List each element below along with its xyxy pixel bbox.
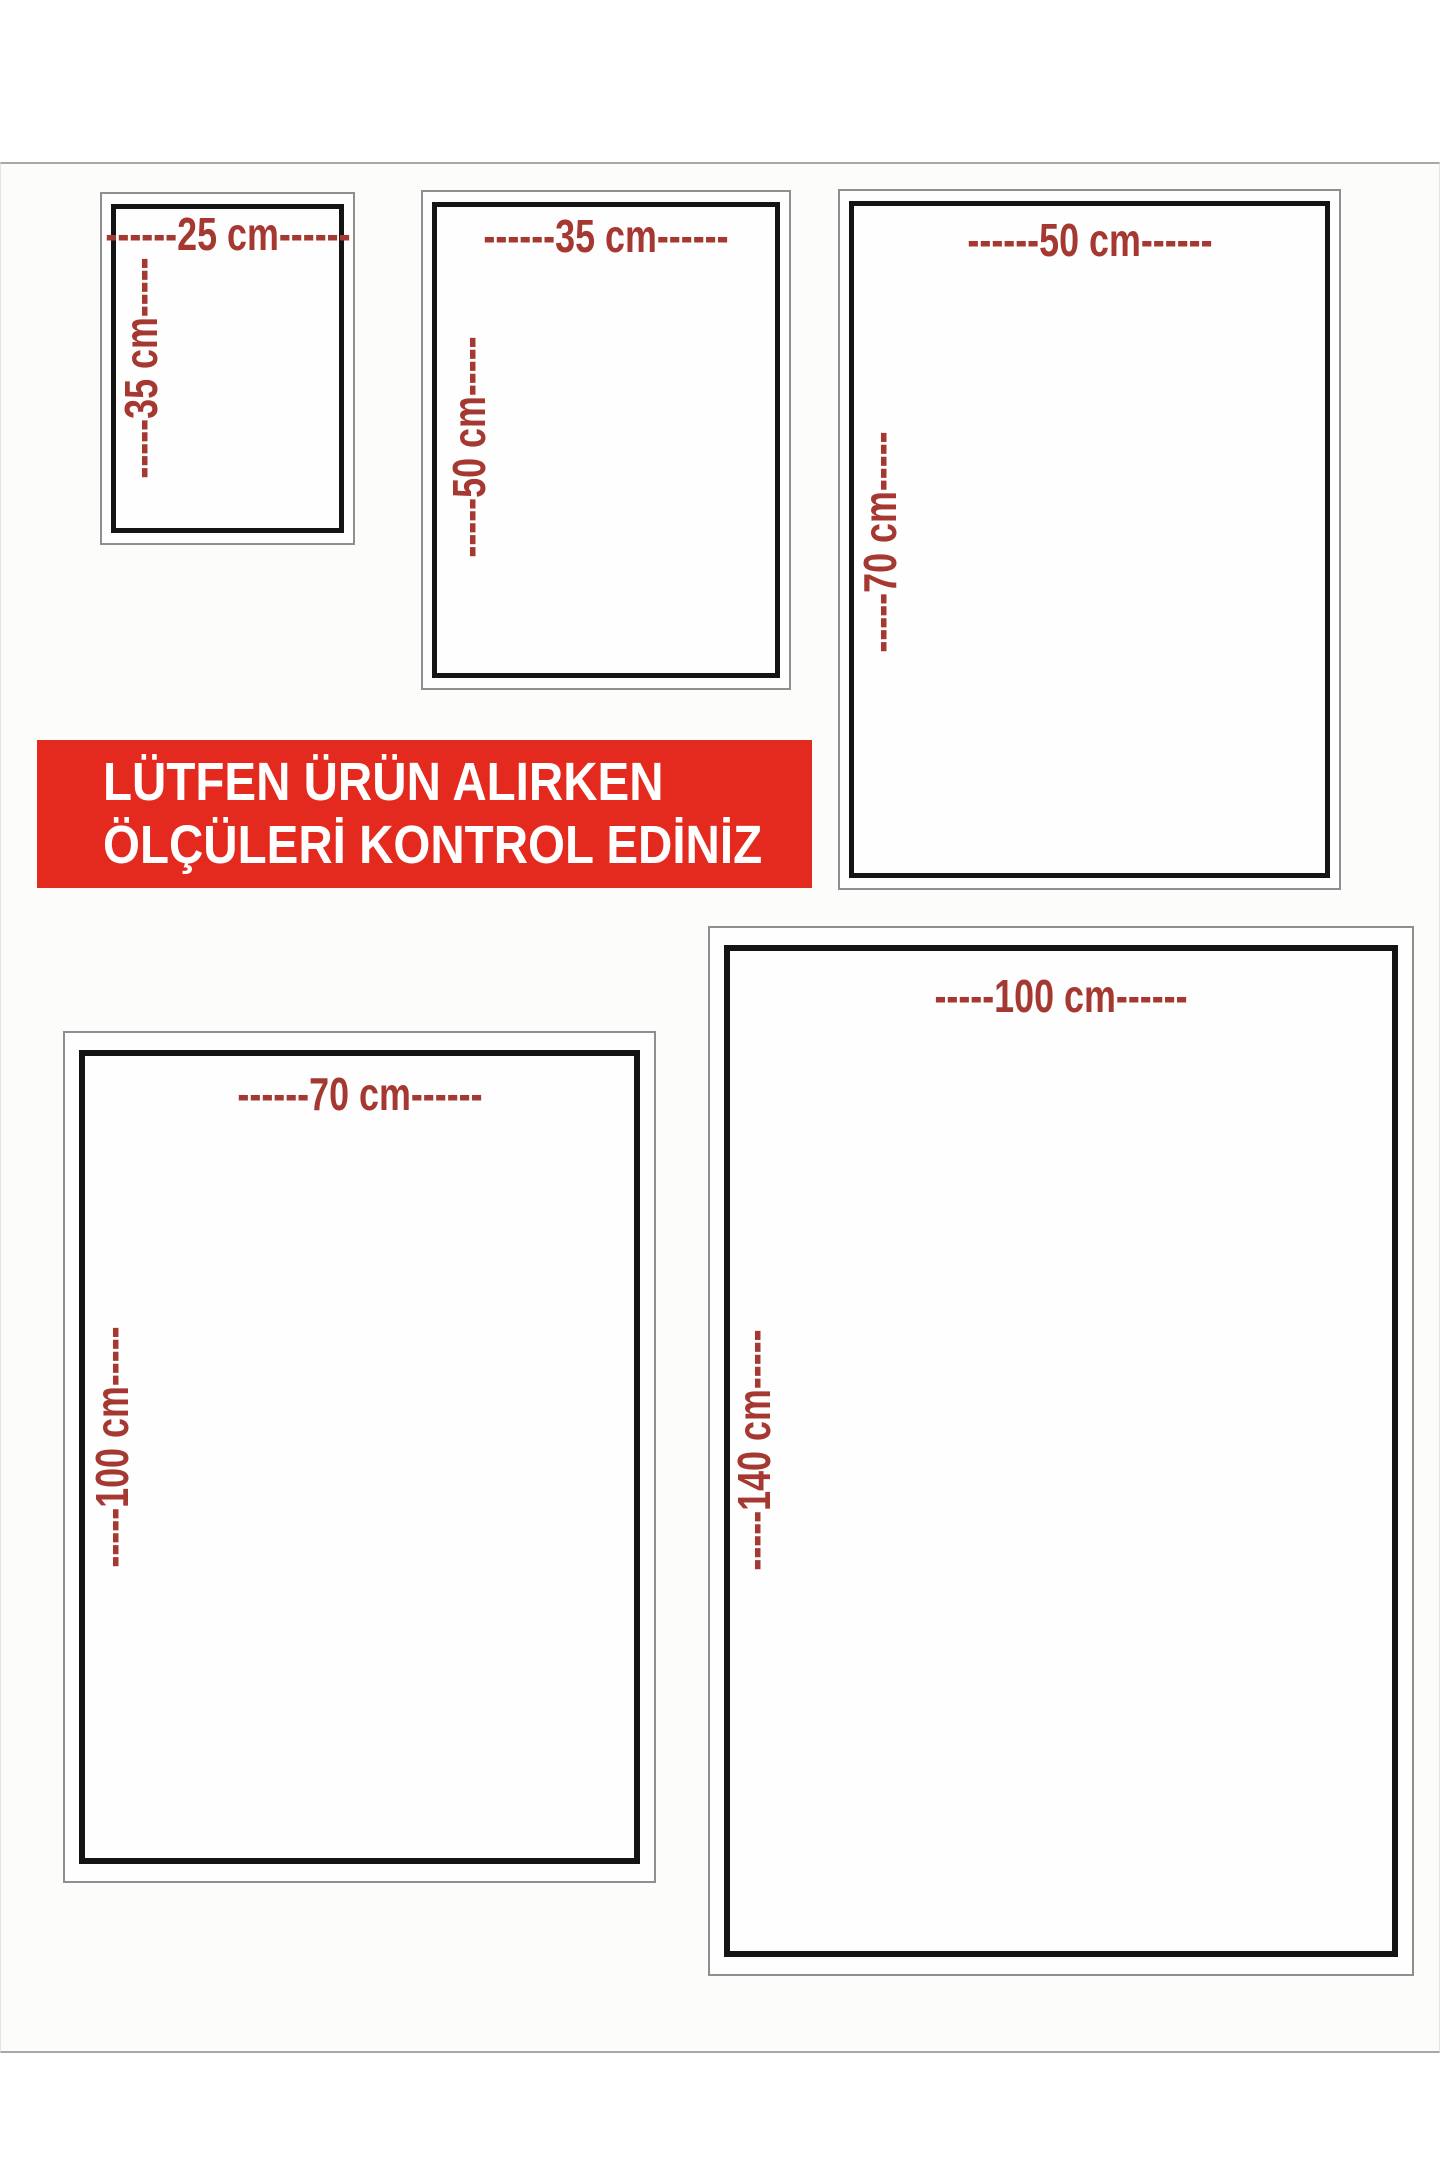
size-box-100x140 — [708, 926, 1414, 1976]
width-dimension-label: ------70 cm------ — [236, 1068, 483, 1120]
size-box-frame — [79, 1050, 640, 1864]
notice-banner — [37, 740, 812, 888]
size-box-25x35 — [100, 192, 355, 545]
size-box-50x70 — [838, 189, 1341, 890]
height-dimension-label: -----35 cm----- — [115, 257, 167, 479]
size-box-35x50 — [421, 190, 791, 690]
width-dimension-label: ------35 cm------ — [483, 210, 729, 262]
height-dimension-label: -----100 cm----- — [86, 1326, 138, 1568]
width-dimension-label: ------25 cm------ — [104, 208, 351, 260]
height-dimension-label: -----140 cm----- — [728, 1329, 780, 1571]
height-dimension-label: -----70 cm----- — [854, 431, 906, 653]
width-dimension-label: ------50 cm------ — [966, 214, 1213, 266]
notice-banner-line2: ÖLÇÜLERİ KONTROL EDİNİZ — [103, 815, 763, 875]
size-box-70x100 — [63, 1031, 656, 1883]
notice-banner-line1: LÜTFEN ÜRÜN ALIRKEN — [103, 752, 664, 812]
size-box-frame — [724, 945, 1398, 1957]
height-dimension-label: -----50 cm----- — [443, 336, 495, 558]
size-box-frame — [849, 201, 1330, 878]
width-dimension-label: -----100 cm------ — [934, 970, 1188, 1022]
